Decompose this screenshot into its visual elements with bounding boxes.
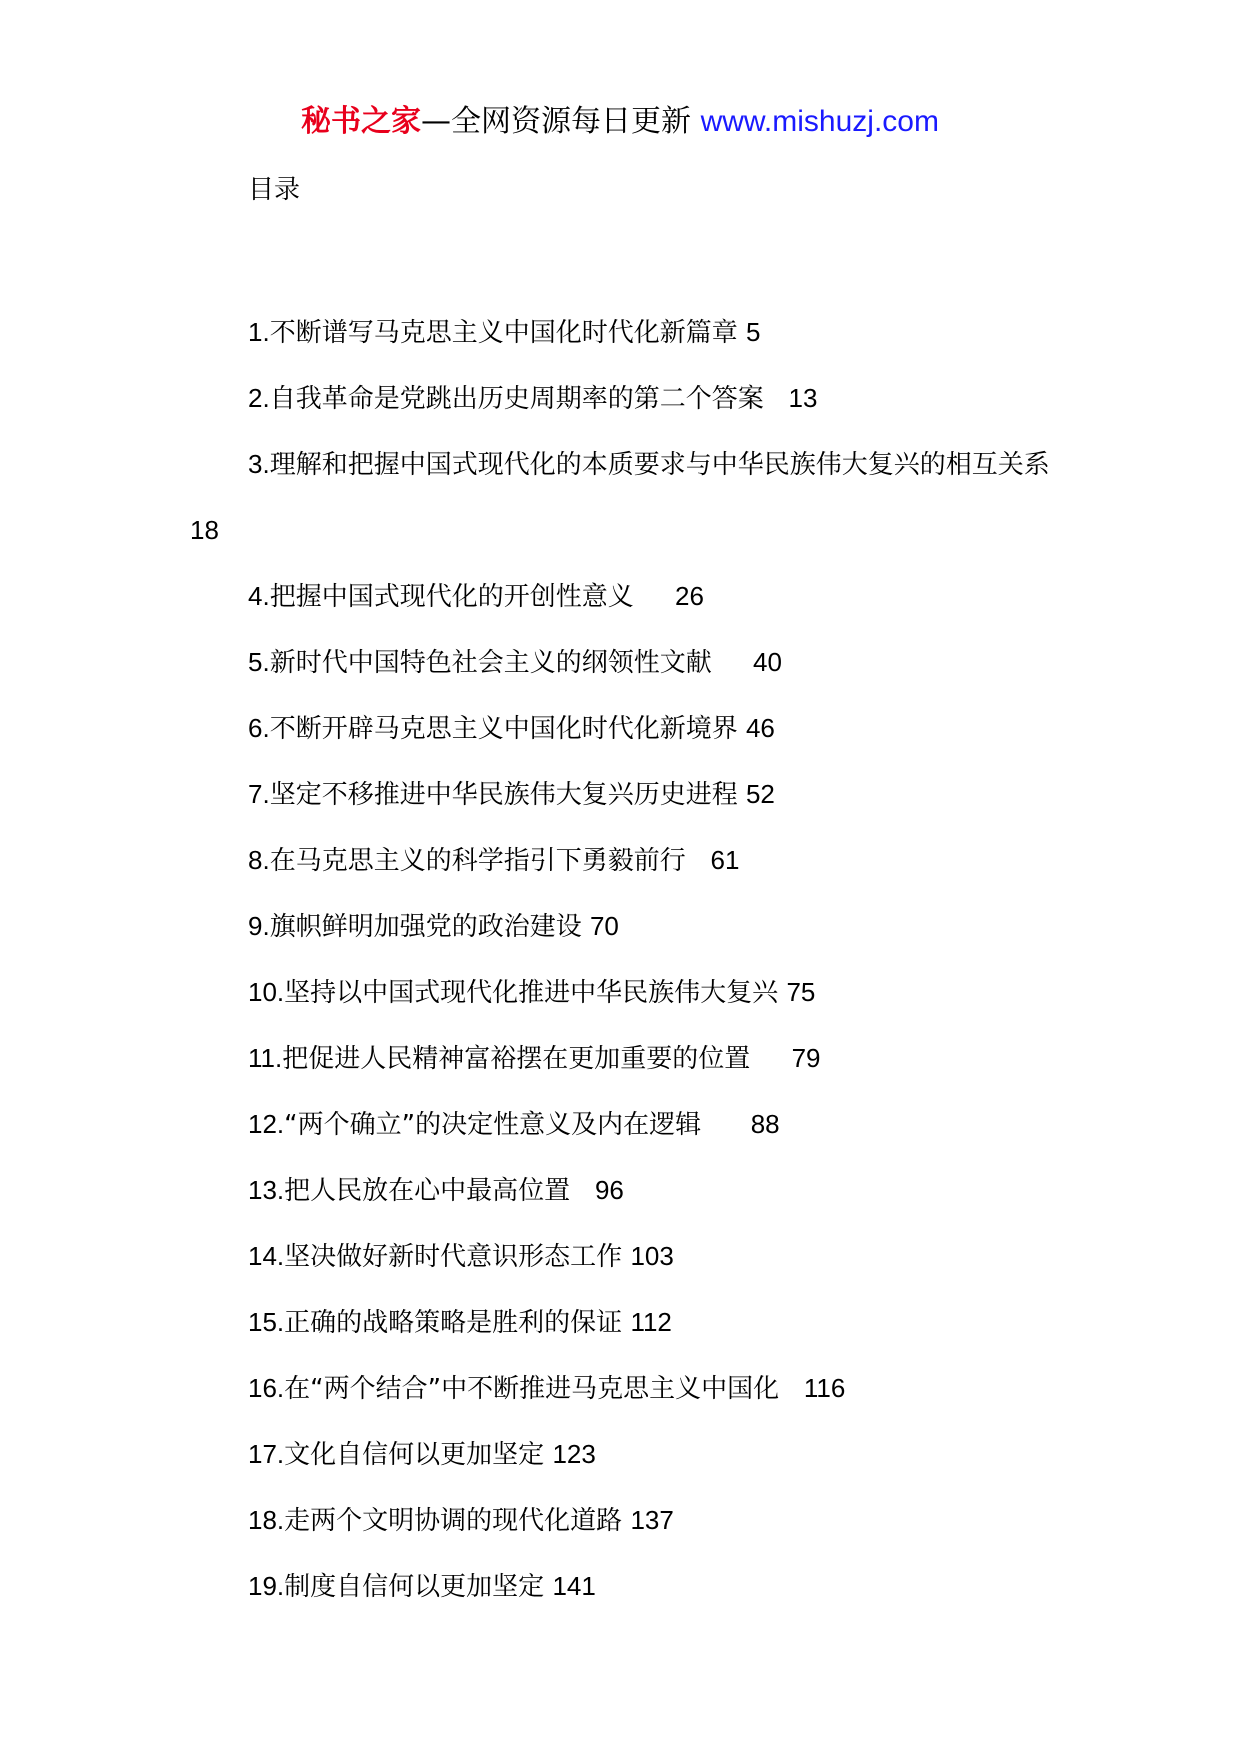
toc-item[interactable] xyxy=(190,1224,1060,1290)
toc-item[interactable] xyxy=(190,1026,1060,1092)
toc-item-gap xyxy=(764,384,789,414)
toc-item[interactable] xyxy=(190,1290,1060,1356)
toc-item-number: 5. xyxy=(248,647,270,677)
toc-item-number: 15. xyxy=(248,1307,285,1337)
toc-item-page: 26 xyxy=(675,581,704,611)
toc-item-number: 16. xyxy=(248,1373,285,1403)
toc-item[interactable] xyxy=(190,1356,1060,1422)
site-header xyxy=(0,100,1240,144)
toc-item-title: 制度自信何以更加坚定 xyxy=(284,1572,545,1602)
toc-item-title: 把人民放在心中最高位置 xyxy=(284,1176,571,1206)
brand-name: 秘书之家 xyxy=(301,104,422,139)
toc-item-gap xyxy=(738,780,746,810)
toc-item-page: 116 xyxy=(803,1373,846,1403)
toc-item-gap xyxy=(750,1044,791,1074)
toc-item-number: 19. xyxy=(248,1571,285,1601)
toc-item-title: 把促进人民精神富裕摆在更加重要的位置 xyxy=(282,1044,751,1074)
toc-item-page: 18 xyxy=(190,515,219,545)
toc-item-title: 坚定不移推进中华民族伟大复兴历史进程 xyxy=(269,780,738,810)
toc-item[interactable] xyxy=(190,564,1060,630)
toc-item-number: 7. xyxy=(248,779,270,809)
toc-item-page: 88 xyxy=(750,1109,780,1139)
toc-item-title: 新时代中国特色社会主义的纲领性文献 xyxy=(269,648,712,678)
toc-item-page: 40 xyxy=(753,647,782,677)
toc-item-page: 75 xyxy=(786,977,816,1007)
toc-title: 目录 xyxy=(248,175,301,205)
toc-item-gap xyxy=(738,714,746,744)
toc-item-number: 13. xyxy=(248,1175,285,1205)
toc-item[interactable] xyxy=(190,1554,1060,1620)
toc-item[interactable] xyxy=(190,1158,1060,1224)
toc-item-page: 79 xyxy=(791,1043,821,1073)
toc-item-page: 96 xyxy=(594,1175,624,1205)
toc-item[interactable] xyxy=(190,1488,1060,1554)
toc-item-page: 137 xyxy=(630,1505,674,1535)
toc-item-page: 103 xyxy=(630,1241,674,1271)
toc-item-page: 52 xyxy=(745,779,775,809)
toc-item-gap xyxy=(1050,450,1067,480)
toc-item-gap xyxy=(701,1110,751,1140)
toc-item-page: 141 xyxy=(552,1571,596,1601)
toc-item-title: “两个确立”的决定性意义及内在逻辑 xyxy=(284,1110,702,1140)
toc-item[interactable] xyxy=(190,960,1060,1026)
toc-item-title: 旗帜鲜明加强党的政治建设 xyxy=(269,912,582,942)
toc-item[interactable] xyxy=(190,696,1060,762)
toc-item-gap xyxy=(738,318,746,348)
toc-item-title: 走两个文明协调的现代化道路 xyxy=(284,1506,623,1536)
toc-item-page: 112 xyxy=(630,1307,672,1337)
toc-item-number: 11. xyxy=(248,1043,283,1073)
toc-item[interactable] xyxy=(190,300,1060,366)
toc-item-number: 10. xyxy=(248,977,285,1007)
toc-item[interactable] xyxy=(190,1092,1060,1158)
toc-item[interactable] xyxy=(190,630,1060,696)
toc-item[interactable] xyxy=(190,894,1060,960)
toc-item-gap xyxy=(686,846,711,876)
toc-item-gap xyxy=(779,1374,804,1404)
toc-item-page: 46 xyxy=(745,713,775,743)
toc-item-title: 把握中国式现代化的开创性意义 xyxy=(269,582,634,612)
toc-item-page: 5 xyxy=(745,317,761,347)
toc-list xyxy=(190,300,1060,1620)
toc-item-page: 123 xyxy=(552,1439,596,1469)
toc-item-gap xyxy=(582,912,590,942)
site-url-link[interactable]: www.mishuzj.com xyxy=(700,105,939,138)
toc-item-number: 9. xyxy=(248,911,270,941)
toc-item-number: 14. xyxy=(248,1241,285,1271)
toc-item-number: 2. xyxy=(248,383,270,413)
toc-item-title: 不断开辟马克思主义中国化时代化新境界 xyxy=(269,714,738,744)
toc-item[interactable] xyxy=(190,828,1060,894)
toc-item-number: 4. xyxy=(248,581,270,611)
toc-item-gap xyxy=(570,1176,595,1206)
toc-item-title: 在马克思主义的科学指引下勇毅前行 xyxy=(269,846,686,876)
toc-item-number: 17. xyxy=(248,1439,285,1469)
toc-item-title: 坚持以中国式现代化推进中华民族伟大复兴 xyxy=(284,978,779,1008)
toc-item-title: 自我革命是党跳出历史周期率的第二个答案 xyxy=(269,384,764,414)
toc-item-title: 理解和把握中国式现代化的本质要求与中华民族伟大复兴的相互关系 xyxy=(269,450,1050,480)
toc-item-number: 1. xyxy=(248,317,270,347)
toc-item-title: 正确的战略策略是胜利的保证 xyxy=(284,1308,623,1338)
toc-item-title: 坚决做好新时代意识形态工作 xyxy=(284,1242,623,1272)
toc-item-page: 13 xyxy=(788,383,818,413)
toc-item-title: 不断谱写马克思主义中国化时代化新篇章 xyxy=(269,318,738,348)
toc-item[interactable] xyxy=(190,1422,1060,1488)
toc-item-gap xyxy=(634,582,675,612)
toc-item-number: 8. xyxy=(248,845,270,875)
toc-item-title: 文化自信何以更加坚定 xyxy=(284,1440,545,1470)
toc-item-page: 61 xyxy=(710,845,740,875)
toc-item[interactable] xyxy=(190,366,1060,432)
header-tagline: —全网资源每日更新 xyxy=(421,104,701,139)
toc-item[interactable] xyxy=(190,762,1060,828)
toc-item[interactable] xyxy=(190,432,1060,564)
toc-item-number: 6. xyxy=(248,713,270,743)
toc-item-gap xyxy=(712,648,753,678)
toc-item-page: 70 xyxy=(589,911,619,941)
toc-item-number: 3. xyxy=(248,449,270,479)
toc-item-title: 在“两个结合”中不断推进马克思主义中国化 xyxy=(284,1374,780,1404)
toc-item-number: 18. xyxy=(248,1505,285,1535)
toc-item-number: 12. xyxy=(248,1109,285,1139)
